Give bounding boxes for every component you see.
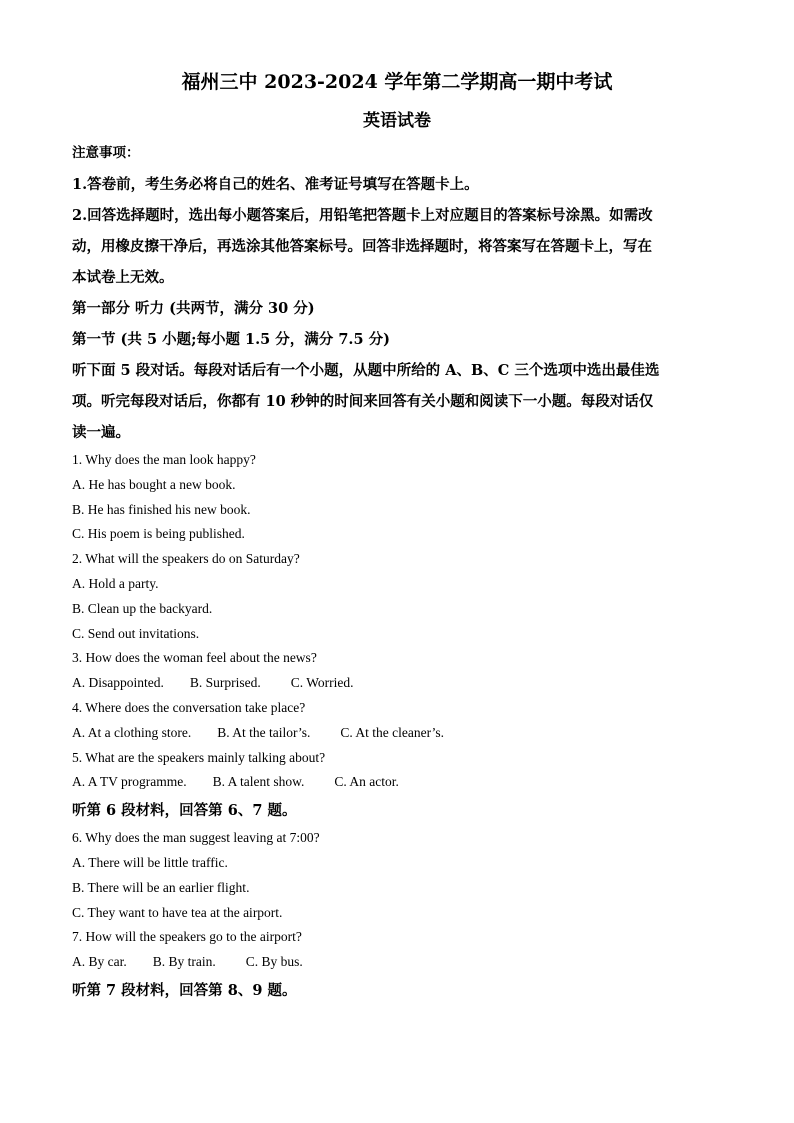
notes-heading: 注意事项： (72, 145, 140, 161)
question-6 (72, 826, 722, 925)
option-a: A. At a clothing store. (72, 724, 192, 740)
option-c: C. Worried. (290, 675, 354, 691)
options-row (72, 671, 722, 696)
exam-subtitle: 英语试卷 (363, 111, 431, 131)
part1-heading: 第一部分 听力 (共两节，满分 30 分) (72, 300, 315, 317)
question-stem: 3. How does the woman feel about the news? (72, 650, 317, 666)
option-c: C. At the cleaner’s. (340, 724, 444, 740)
question-4 (72, 696, 722, 746)
option-b: B. At the tailor’s. (217, 724, 311, 740)
option-c: C. Send out invitations. (72, 625, 200, 641)
segment-7-heading: 听第 7 段材料，回答第 8、9 题。 (72, 981, 297, 999)
option-a: A. He has bought a new book. (72, 476, 236, 492)
question-stem: 7. How will the speakers go to the airport? (72, 929, 302, 945)
note-item-2-line-3: 本试卷上无效。 (72, 269, 174, 286)
segment-6-heading: 听第 6 段材料，回答第 6、7 题。 (72, 802, 297, 820)
option-b: B. By train. (152, 954, 216, 970)
options-row (72, 950, 722, 975)
note-item-2-line-1: 2.回答选择题时，选出每小题答案后，用铅笔把答题卡上对应题目的答案标号涂黑。如需改 (72, 207, 653, 224)
question-stem: 5. What are the speakers mainly talking about? (72, 749, 326, 765)
exam-title: 福州三中 2023-2024 学年第二学期高一期中考试 (181, 71, 613, 93)
question-stem: 1. Why does the man look happy? (72, 452, 256, 467)
option-a: A. A TV programme. (72, 774, 187, 790)
option-b: B. Clean up the backyard. (72, 600, 213, 616)
option-c: C. They want to have tea at the airport. (72, 904, 283, 920)
option-b: B. He has finished his new book. (72, 501, 251, 517)
option-a: A. By car. (72, 954, 127, 970)
instructions-line-1: 听下面 5 段对话。每段对话后有一个小题，从题中所给的 A、B、C 三个选项中选出最佳选 (72, 362, 660, 379)
note-item-2-line-2: 动，用橡皮擦干净后，再选涂其他答案标号。回答非选择题时，将答案写在答题卡上，写在 (72, 238, 652, 255)
option-c: C. His poem is being published. (72, 526, 245, 542)
section1-heading: 第一节 (共 5 小题;每小题 1.5 分，满分 7.5 分) (72, 331, 390, 348)
options-row (72, 721, 722, 746)
instructions-line-2: 项。听完每段对话后，你都有 10 秒钟的时间来回答有关小题和阅读下一小题。每段对话仅 (72, 393, 654, 410)
option-a: A. Disappointed. (72, 675, 164, 691)
options-row (72, 770, 722, 795)
option-c: C. An actor. (334, 774, 399, 790)
question-stem: 6. Why does the man suggest leaving at 7:00? (72, 830, 320, 846)
option-b: B. Surprised. (189, 675, 261, 691)
question-stem: 4. Where does the conversation take place? (72, 699, 306, 715)
option-a: A. There will be little traffic. (72, 854, 228, 870)
option-b: B. A talent show. (212, 774, 305, 790)
option-a: A. Hold a party. (72, 575, 159, 591)
question-2 (72, 547, 722, 646)
question-3 (72, 646, 722, 696)
question-1 (72, 448, 722, 547)
note-item-1: 1.答卷前，考生务必将自己的姓名、准考证号填写在答题卡上。 (72, 176, 479, 193)
question-7 (72, 925, 722, 975)
question-stem: 2. What will the speakers do on Saturday? (72, 551, 300, 567)
option-b: B. There will be an earlier flight. (72, 879, 250, 895)
instructions-line-3: 读一遍。 (72, 424, 130, 441)
option-c: C. By bus. (245, 954, 303, 970)
question-5 (72, 746, 722, 796)
